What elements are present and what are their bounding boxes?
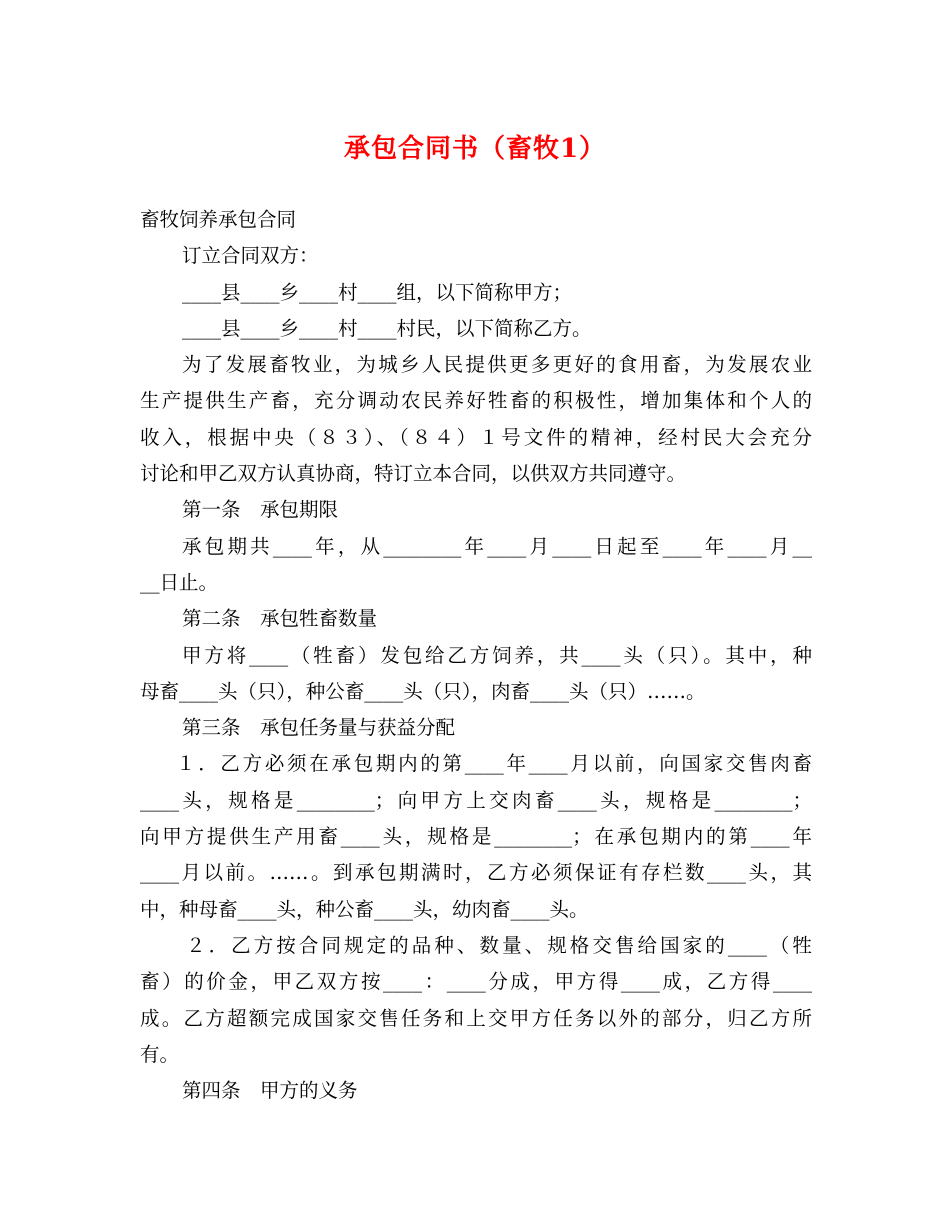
article-3-item-2-line-2: 畜）的价金，甲乙双方按____：____分成，甲方得____成，乙方得____ bbox=[140, 970, 812, 994]
article-4-heading: 第四条 甲方的义务 bbox=[182, 1079, 358, 1103]
preamble-line-1: 为了发展畜牧业，为城乡人民提供更多更好的食用畜，为发展农业 bbox=[182, 353, 812, 377]
article-3-heading: 第三条 承包任务量与获益分配 bbox=[182, 716, 456, 740]
document-title: 承包合同书（畜牧1） bbox=[343, 134, 607, 164]
article-3-item-1-line-2: ____头，规格是________；向甲方上交肉畜____头，规格是________； bbox=[140, 788, 812, 812]
document-body bbox=[140, 202, 812, 1109]
preamble-line-4: 讨论和甲乙双方认真协商，特订立本合同，以供双方共同遵守。 bbox=[140, 462, 687, 486]
article-2-line-1: 甲方将____（牲畜）发包给乙方饲养，共____头（只）。其中，种 bbox=[182, 643, 812, 667]
parties-heading: 订立合同双方： bbox=[182, 244, 319, 268]
article-3-item-1-line-1: １．乙方必须在承包期内的第____年____月以前，向国家交售肉畜 bbox=[176, 752, 812, 776]
article-3-item-2-line-3: 成。乙方超额完成国家交售任务和上交甲方任务以外的部分，归乙方所 bbox=[140, 1006, 812, 1030]
contract-subtitle: 畜牧饲养承包合同 bbox=[140, 208, 297, 231]
article-2-heading: 第二条 承包牲畜数量 bbox=[182, 607, 378, 631]
article-3-item-2-line-4: 有。 bbox=[140, 1042, 180, 1066]
party-b-line: ____县____乡____村____村民，以下简称乙方。 bbox=[182, 316, 592, 340]
preamble-line-3: 收入，根据中央（８３）、（８４）１号文件的精神，经村民大会充分 bbox=[140, 425, 812, 449]
article-3-item-1-line-3: 向甲方提供生产用畜____头，规格是________；在承包期内的第____年 bbox=[140, 825, 812, 849]
article-2-line-2: 母畜____头（只），种公畜____头（只），肉畜____头（只）……。 bbox=[140, 679, 706, 703]
article-1-line-1: 承包期共____年，从________年____月____日起至____年____月__ bbox=[182, 534, 812, 558]
article-3-item-1-line-5: 中，种母畜____头，种公畜____头，幼肉畜____头。 bbox=[140, 897, 589, 921]
preamble-line-2: 生产提供生产畜，充分调动农民养好牲畜的积极性，增加集体和个人的 bbox=[140, 389, 812, 413]
article-3-item-1-line-4: ____月以前。……。到承包期满时，乙方必须保证有存栏数____头，其 bbox=[140, 861, 812, 885]
party-a-line: ____县____乡____村____组，以下简称甲方； bbox=[182, 280, 573, 304]
article-1-heading: 第一条 承包期限 bbox=[182, 498, 339, 522]
article-1-line-2: __日止。 bbox=[140, 570, 219, 594]
article-3-item-2-line-1: ２．乙方按合同规定的品种、数量、规格交售给国家的____（牲 bbox=[186, 933, 812, 957]
